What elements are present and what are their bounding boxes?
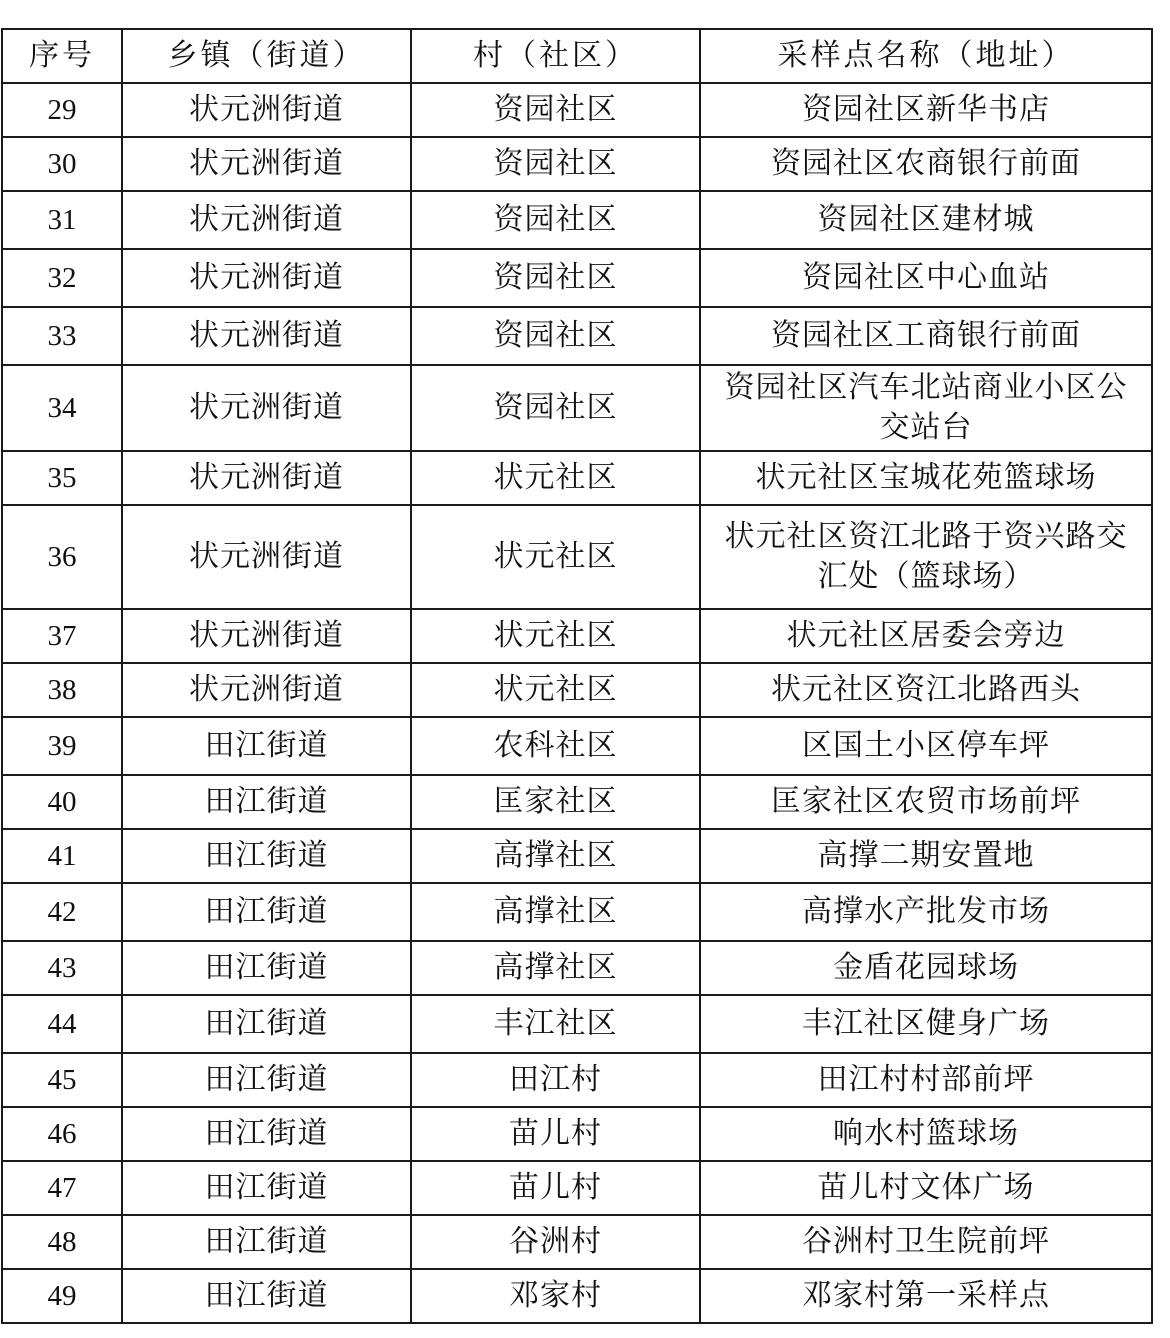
- cell-sampling-site: 资园社区农商银行前面: [700, 137, 1152, 191]
- cell-sampling-site: 区国土小区停车坪: [700, 717, 1152, 775]
- cell-serial-number: 44: [2, 995, 122, 1053]
- cell-village: 高撑社区: [411, 883, 700, 941]
- cell-serial-number: 48: [2, 1215, 122, 1269]
- header-row: [2, 29, 1152, 83]
- cell-town: 状元洲街道: [122, 249, 411, 307]
- cell-serial-number: 41: [2, 829, 122, 883]
- cell-serial-number: 37: [2, 609, 122, 663]
- header-serial-number: 序号: [2, 29, 122, 83]
- table-row: [2, 995, 1152, 1053]
- table-row: [2, 829, 1152, 883]
- cell-town: 田江街道: [122, 995, 411, 1053]
- cell-village: 资园社区: [411, 249, 700, 307]
- cell-town: 状元洲街道: [122, 83, 411, 137]
- cell-serial-number: 40: [2, 775, 122, 829]
- cell-town: 状元洲街道: [122, 365, 411, 451]
- cell-sampling-site: 谷洲村卫生院前坪: [700, 1215, 1152, 1269]
- cell-village: 状元社区: [411, 663, 700, 717]
- cell-sampling-site: 高撑水产批发市场: [700, 883, 1152, 941]
- table-row: [2, 1107, 1152, 1161]
- cell-sampling-site: 丰江社区健身广场: [700, 995, 1152, 1053]
- cell-town: 田江街道: [122, 829, 411, 883]
- cell-serial-number: 49: [2, 1269, 122, 1323]
- cell-village: 状元社区: [411, 505, 700, 609]
- table-row: [2, 883, 1152, 941]
- header-town: 乡镇（街道）: [122, 29, 411, 83]
- cell-village: 状元社区: [411, 451, 700, 505]
- cell-town: 田江街道: [122, 775, 411, 829]
- cell-serial-number: 45: [2, 1053, 122, 1107]
- cell-sampling-site: 邓家村第一采样点: [700, 1269, 1152, 1323]
- cell-sampling-site: 匡家社区农贸市场前坪: [700, 775, 1152, 829]
- cell-village: 邓家村: [411, 1269, 700, 1323]
- cell-serial-number: 32: [2, 249, 122, 307]
- cell-village: 田江村: [411, 1053, 700, 1107]
- table-row: [2, 83, 1152, 137]
- cell-sampling-site: 响水村篮球场: [700, 1107, 1152, 1161]
- cell-sampling-site: 状元社区资江北路西头: [700, 663, 1152, 717]
- table-row: [2, 307, 1152, 365]
- cell-town: 状元洲街道: [122, 609, 411, 663]
- cell-sampling-site: 田江村村部前坪: [700, 1053, 1152, 1107]
- table-header: [2, 29, 1152, 83]
- cell-town: 田江街道: [122, 1053, 411, 1107]
- cell-sampling-site: 资园社区新华书店: [700, 83, 1152, 137]
- cell-serial-number: 46: [2, 1107, 122, 1161]
- cell-town: 状元洲街道: [122, 307, 411, 365]
- cell-serial-number: 35: [2, 451, 122, 505]
- header-village: 村（社区）: [411, 29, 700, 83]
- table-row: [2, 191, 1152, 249]
- cell-village: 苗儿村: [411, 1161, 700, 1215]
- cell-serial-number: 47: [2, 1161, 122, 1215]
- cell-village: 匡家社区: [411, 775, 700, 829]
- cell-village: 资园社区: [411, 191, 700, 249]
- cell-serial-number: 42: [2, 883, 122, 941]
- cell-village: 苗儿村: [411, 1107, 700, 1161]
- table-body: [2, 83, 1152, 1323]
- cell-village: 农科社区: [411, 717, 700, 775]
- header-sampling-site: 采样点名称（地址）: [700, 29, 1152, 83]
- table-row: [2, 775, 1152, 829]
- cell-village: 高撑社区: [411, 941, 700, 995]
- cell-sampling-site: 状元社区资江北路于资兴路交汇处（篮球场）: [700, 505, 1152, 609]
- cell-sampling-site: 苗儿村文体广场: [700, 1161, 1152, 1215]
- cell-town: 田江街道: [122, 1107, 411, 1161]
- cell-town: 田江街道: [122, 1215, 411, 1269]
- cell-serial-number: 33: [2, 307, 122, 365]
- cell-town: 田江街道: [122, 883, 411, 941]
- cell-village: 高撑社区: [411, 829, 700, 883]
- cell-village: 丰江社区: [411, 995, 700, 1053]
- cell-village: 资园社区: [411, 365, 700, 451]
- cell-sampling-site: 高撑二期安置地: [700, 829, 1152, 883]
- table-row: [2, 717, 1152, 775]
- table-row: [2, 663, 1152, 717]
- table-row: [2, 1053, 1152, 1107]
- table-row: [2, 249, 1152, 307]
- cell-village: 资园社区: [411, 137, 700, 191]
- cell-serial-number: 31: [2, 191, 122, 249]
- cell-town: 状元洲街道: [122, 191, 411, 249]
- cell-serial-number: 38: [2, 663, 122, 717]
- table-row: [2, 505, 1152, 609]
- cell-town: 田江街道: [122, 1269, 411, 1323]
- cell-town: 田江街道: [122, 1161, 411, 1215]
- cell-serial-number: 30: [2, 137, 122, 191]
- cell-serial-number: 34: [2, 365, 122, 451]
- cell-town: 状元洲街道: [122, 451, 411, 505]
- cell-town: 状元洲街道: [122, 137, 411, 191]
- table-row: [2, 1161, 1152, 1215]
- cell-town: 状元洲街道: [122, 663, 411, 717]
- cell-village: 资园社区: [411, 307, 700, 365]
- cell-sampling-site: 资园社区汽车北站商业小区公交站台: [700, 365, 1152, 451]
- cell-serial-number: 29: [2, 83, 122, 137]
- cell-town: 田江街道: [122, 717, 411, 775]
- table-row: [2, 365, 1152, 451]
- table-row: [2, 609, 1152, 663]
- sampling-points-table: [1, 28, 1153, 1324]
- cell-serial-number: 36: [2, 505, 122, 609]
- cell-village: 谷洲村: [411, 1215, 700, 1269]
- cell-sampling-site: 资园社区中心血站: [700, 249, 1152, 307]
- cell-town: 状元洲街道: [122, 505, 411, 609]
- cell-village: 资园社区: [411, 83, 700, 137]
- cell-village: 状元社区: [411, 609, 700, 663]
- cell-serial-number: 39: [2, 717, 122, 775]
- table-row: [2, 451, 1152, 505]
- cell-town: 田江街道: [122, 941, 411, 995]
- table-row: [2, 1215, 1152, 1269]
- table-row: [2, 137, 1152, 191]
- cell-sampling-site: 资园社区工商银行前面: [700, 307, 1152, 365]
- cell-serial-number: 43: [2, 941, 122, 995]
- cell-sampling-site: 资园社区建材城: [700, 191, 1152, 249]
- cell-sampling-site: 状元社区宝城花苑篮球场: [700, 451, 1152, 505]
- cell-sampling-site: 状元社区居委会旁边: [700, 609, 1152, 663]
- table-row: [2, 941, 1152, 995]
- table-row: [2, 1269, 1152, 1323]
- cell-sampling-site: 金盾花园球场: [700, 941, 1152, 995]
